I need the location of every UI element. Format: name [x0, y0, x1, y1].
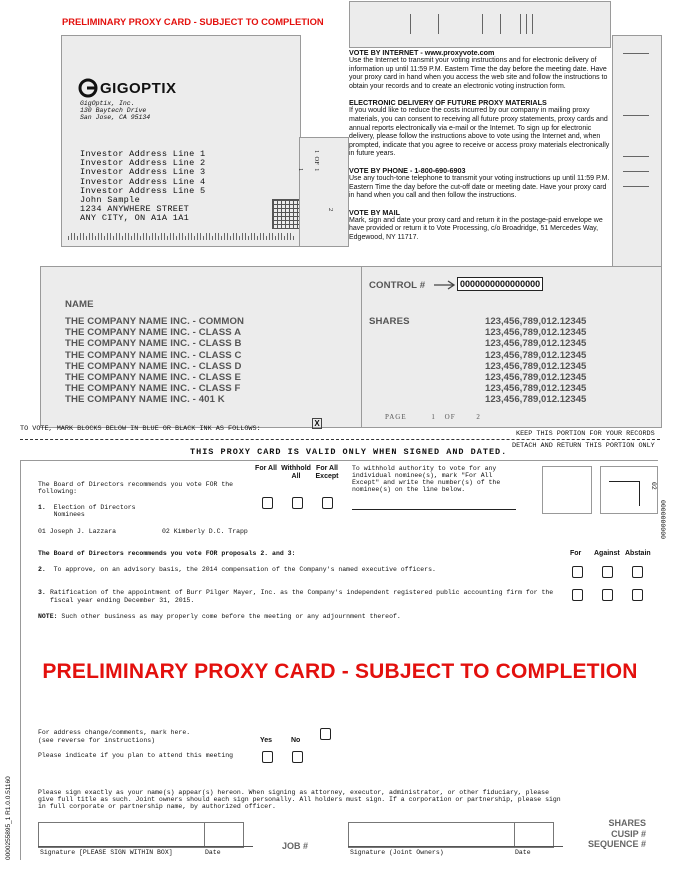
phone-text: Use any touch-tone telephone to transmit your voting instructions up until 11:59 P.M. Eastern Time the day before the cut-off date or meeting date. Have your proxy card in hand when you call and then follow the instructions. — [349, 174, 610, 200]
sequence-tag: SEQUENCE # — [587, 839, 646, 849]
note-text: Such other business as may properly come before the meeting or any adjournment thereof. — [61, 613, 401, 620]
signature-joint-box[interactable] — [348, 822, 515, 848]
detach-portion: DETACH AND RETURN THIS PORTION ONLY — [512, 442, 655, 450]
arrow-right-icon — [433, 280, 457, 290]
right-edge-strip — [612, 35, 662, 269]
date-box[interactable] — [203, 822, 244, 848]
cusip-tag: CUSIP # — [611, 828, 646, 839]
page-num: 1 — [431, 413, 436, 421]
share-value: 123,456,789,012.12345 — [485, 327, 587, 339]
sig-underline-1 — [38, 846, 253, 847]
col-for: For — [570, 550, 582, 557]
investor-line: Investor Address Line 4 — [80, 176, 206, 187]
company-address — [80, 100, 150, 121]
job-label: JOB # — [282, 841, 309, 851]
prop3-abstain-checkbox[interactable] — [632, 589, 643, 601]
edelivery-title: ELECTRONIC DELIVERY OF FUTURE PROXY MATERIALS — [349, 98, 547, 108]
prop2-abstain-checkbox[interactable] — [632, 566, 643, 578]
withhold-instructions: To withhold authority to vote for any individual nominee(s), mark "For All Except" and write the number(s) of the nominee(s) on the line below. — [352, 465, 501, 493]
investor-line: 1234 ANYWHERE STREET — [80, 204, 190, 215]
col-against: Against — [594, 550, 620, 557]
date-label-2: Date — [515, 849, 531, 856]
date-label: Date — [205, 849, 221, 856]
page-of: OF — [444, 413, 456, 421]
side-digit-of: OF — [313, 156, 320, 165]
page-total: 2 — [476, 413, 481, 421]
note-label: NOTE: — [38, 613, 58, 620]
signature-box[interactable] — [38, 822, 205, 848]
shares-tag: SHARES — [608, 818, 646, 828]
nominee-2: 02 Kimberly D.C. Trapp — [162, 528, 248, 535]
investor-line: Investor Address Line 3 — [80, 167, 206, 178]
side-digit-bottom: 2 — [327, 208, 334, 212]
nominee-1: 01 Joseph J. Lazzara — [38, 528, 117, 535]
internet-title: VOTE BY INTERNET - www.proxyvote.com — [349, 48, 495, 57]
yes-label: Yes — [260, 737, 273, 744]
prop3-against-checkbox[interactable] — [602, 589, 613, 601]
voting-instructions — [349, 48, 612, 250]
mail-title: VOTE BY MAIL — [349, 207, 400, 217]
side-strip — [299, 137, 349, 247]
2d-barcode — [272, 199, 300, 229]
control-label: CONTROL # — [369, 280, 426, 291]
edelivery-text: If you would like to reduce the costs incurred by our company in mailing proxy materials, you can consent to receiving all future proxy statements, proxy cards and annual reports electronically via e-mail or the Internet. To sign up for electronic delivery, please follow the instructions above to vote using the Internet and, when prompted, indicate that you agree to receive or access proxy materials electronically in future years. — [349, 107, 610, 158]
company-row: THE COMPANY NAME INC. - CLASS F — [65, 383, 241, 395]
keep-portion: KEEP THIS PORTION FOR YOUR RECORDS — [516, 430, 655, 438]
side-digits — [313, 150, 320, 171]
holdings-panel — [40, 266, 662, 428]
item1-num: 1. — [38, 504, 46, 511]
company-row: THE COMPANY NAME INC. - CLASS D — [65, 360, 242, 372]
page-indicator — [385, 413, 481, 421]
investor-line: John Sample — [80, 195, 141, 206]
valid-only: THIS PROXY CARD IS VALID ONLY WHEN SIGNED AND DATED. — [190, 447, 508, 457]
side-digit-2: 1 — [313, 168, 320, 172]
investor-address — [80, 150, 206, 224]
company-row: THE COMPANY NAME INC. - CLASS C — [65, 349, 242, 361]
address-change — [38, 729, 190, 744]
vertical-code: 0000255895_1 R1.0.0.51160 — [5, 776, 12, 860]
col-abstain: Abstain — [625, 550, 651, 557]
signature-label: Signature [PLEASE SIGN WITHIN BOX] — [40, 849, 173, 856]
name-label: NAME — [65, 299, 94, 310]
mark-instruction: TO VOTE, MARK BLOCKS BELOW IN BLUE OR BLACK INK AS FOLLOWS: — [20, 425, 261, 433]
share-value: 123,456,789,012.12345 — [485, 316, 587, 327]
share-value: 123,456,789,012.12345 — [485, 383, 587, 395]
investor-line: Investor Address Line 1 — [80, 149, 206, 159]
company-list — [65, 316, 244, 406]
logo-text: GIGOPTIX — [100, 79, 177, 97]
mark-example: X — [312, 418, 322, 429]
company-row: THE COMPANY NAME INC. - 401 K — [65, 394, 225, 406]
company-address-1: 130 Baytech Drive — [80, 107, 147, 114]
nominees-label: Nominees — [53, 511, 85, 518]
share-value: 123,456,789,012.12345 — [485, 372, 587, 384]
attend-question: Please indicate if you plan to attend this meeting — [38, 752, 234, 759]
postal-barcode — [62, 232, 300, 242]
board-recommends-1: The Board of Directors recommends you vote FOR the following: — [38, 481, 234, 495]
address-change-text: For address change/comments, mark here. — [38, 729, 191, 736]
company-logo — [78, 78, 177, 98]
note — [38, 613, 401, 620]
side-zeros: 0000000000 — [659, 500, 666, 540]
company-name: GigOptix, Inc. — [80, 100, 135, 107]
attend-no-checkbox[interactable] — [292, 751, 303, 763]
address-change-checkbox[interactable] — [320, 728, 331, 740]
signature-joint-label: Signature (Joint Owners) — [350, 849, 444, 856]
page-label: PAGE — [385, 413, 407, 421]
sig-underline-2 — [348, 846, 563, 847]
date-joint-box[interactable] — [513, 822, 554, 848]
col-withhold-all: Withhold All — [281, 465, 311, 480]
for-all-except-checkbox[interactable] — [322, 497, 333, 509]
shares-list — [485, 316, 586, 406]
withhold-write-line[interactable] — [352, 509, 516, 510]
company-row: THE COMPANY NAME INC. - CLASS A — [65, 327, 242, 339]
prop3-for-checkbox[interactable] — [572, 589, 583, 601]
corner-mark-box — [600, 466, 658, 514]
company-row: THE COMPANY NAME INC. - CLASS B — [65, 338, 242, 350]
control-number: 0000000000000000 — [457, 277, 543, 291]
address-panel — [61, 35, 301, 247]
share-value: 123,456,789,012.12345 — [485, 394, 587, 406]
prop3-text: Ratification of the appointment of Burr Pilger Mayer, Inc. as the Company's independent registered public accounting firm for the fiscal year ending December 31, 2015. — [50, 589, 554, 604]
board-recommends-2: The Board of Directors recommends you vote FOR proposals 2. and 3: — [38, 550, 296, 557]
scan-box — [542, 466, 592, 514]
big-banner: PRELIMINARY PROXY CARD - SUBJECT TO COMPLETION — [42, 660, 638, 683]
ballot-top-rule — [20, 460, 658, 461]
col-for-all: For All — [255, 465, 277, 472]
prop2-against-checkbox[interactable] — [602, 566, 613, 578]
top-banner: PRELIMINARY PROXY CARD - SUBJECT TO COMPLETION — [62, 16, 324, 27]
proposal-3 — [38, 589, 558, 604]
prop2-num: 2. — [38, 566, 46, 573]
side-digit-col: 1 — [297, 168, 304, 172]
share-value: 123,456,789,012.12345 — [485, 349, 587, 361]
sign-instructions: Please sign exactly as your name(s) appear(s) hereon. When signing as attorney, executor, administrator, or other fiduciary, please give full title as such. Joint owners should each sign personally. All holders must sign. If a corporation or partnership, please sign in full corporate or partnership name, by authorized officer. — [38, 789, 561, 810]
investor-line: Investor Address Line 2 — [80, 158, 206, 169]
prop3-num: 3. — [38, 589, 46, 596]
investor-line: ANY CITY, ON A1A 1A1 — [80, 213, 190, 224]
tear-line — [20, 439, 660, 440]
proposal-2 — [38, 566, 436, 573]
mail-text: Mark, sign and date your proxy card and return it in the postage-paid envelope we have provided or return it to Vote Processing, c/o Broadridge, 51 Mercedes Way, Edgewood, NY 11717. — [349, 216, 603, 241]
for-all-checkbox[interactable] — [262, 497, 273, 509]
company-address-2: San Jose, CA 95134 — [80, 114, 151, 121]
shares-cusip-sequence — [560, 818, 646, 850]
item1-text: Election of Directors — [53, 504, 136, 511]
investor-line: Investor Address Line 5 — [80, 185, 206, 196]
share-value: 123,456,789,012.12345 — [485, 360, 587, 372]
company-row: THE COMPANY NAME INC. - COMMON — [65, 316, 245, 327]
no-label: No — [291, 737, 301, 744]
col-for-all-except: For All Except — [315, 465, 339, 480]
attend-yes-checkbox[interactable] — [262, 751, 273, 763]
side-code: 02 — [650, 482, 657, 490]
prop2-text: To approve, on an advisory basis, the 2014 compensation of the Company's named executive officers. — [53, 566, 436, 573]
withhold-all-checkbox[interactable] — [292, 497, 303, 509]
company-row: THE COMPANY NAME INC. - CLASS E — [65, 372, 241, 384]
see-reverse-text: (see reverse for instructions) — [38, 736, 156, 744]
phone-title: VOTE BY PHONE - 1-800-690-6903 — [349, 165, 466, 175]
omr-box — [349, 1, 611, 48]
side-digit-1: 1 — [313, 150, 320, 154]
shares-label: SHARES — [369, 316, 410, 327]
gigoptix-logo-icon — [78, 78, 98, 98]
share-value: 123,456,789,012.12345 — [485, 338, 587, 350]
prop2-for-checkbox[interactable] — [572, 566, 583, 578]
item-1 — [38, 504, 136, 518]
internet-text: Use the Internet to transmit your voting instructions and for electronic delivery of information up until 11:59 P.M. Eastern Time the day before the meeting date. Have your proxy card in hand when you access the web site and follow the instructions to obtain your records and to create an electronic voting instruction form. — [349, 57, 608, 90]
